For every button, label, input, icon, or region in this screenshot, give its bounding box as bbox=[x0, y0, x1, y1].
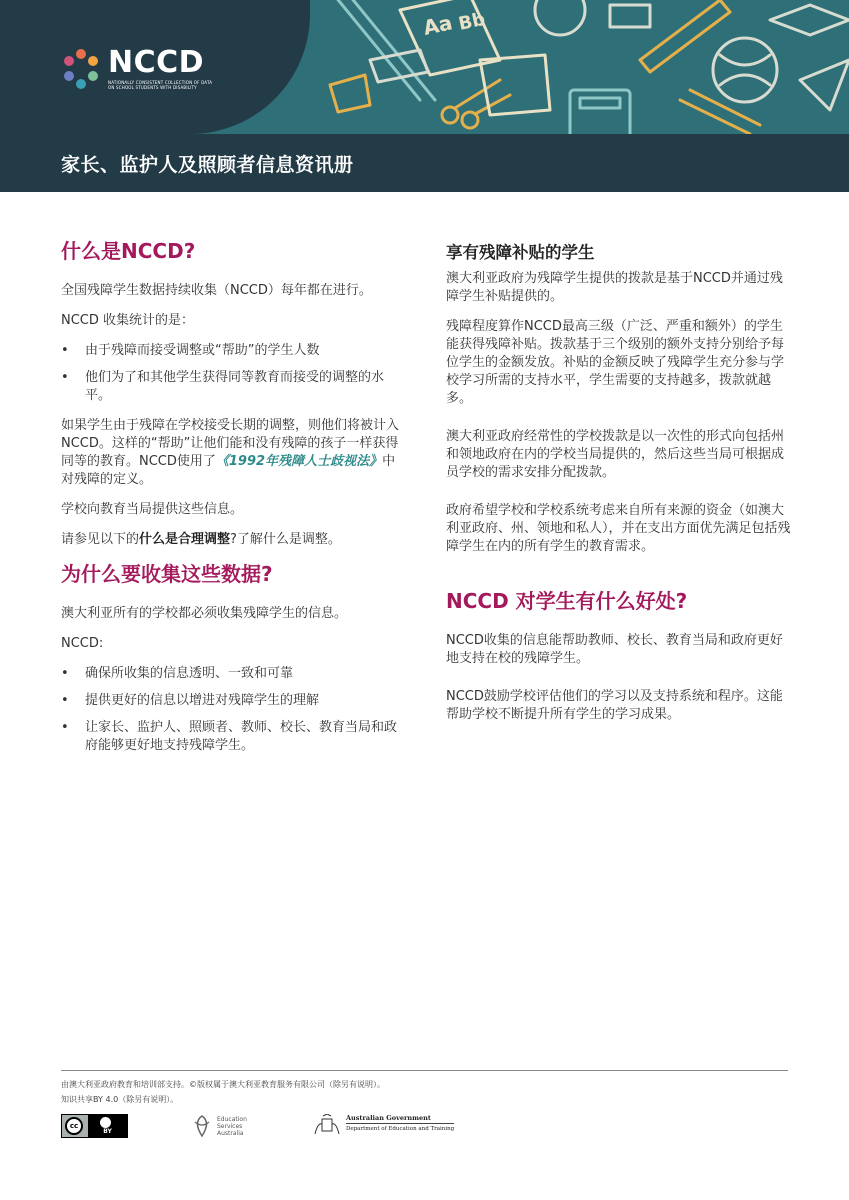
creative-commons-badge[interactable] bbox=[61, 1114, 128, 1138]
page-title: 家长、监护人及照顾者信息资讯册 bbox=[61, 154, 354, 176]
cc-by-label: BY bbox=[103, 1128, 112, 1135]
section-heading-disability-loading: 享有残障补贴的学生 bbox=[446, 243, 595, 262]
cc-by-panel bbox=[88, 1115, 127, 1137]
paragraph: NCCD收集的信息能帮助教师、校长、教育当局和政府更好地支持在校的残障学生。 bbox=[446, 633, 783, 666]
paragraph: 澳大利亚政府经常性的学校拨款是以一次性的形式向包括州和领地政府在内的学校当局提供的，然后这些当局可根据成员学校的需求安排分配拨款。 bbox=[446, 429, 785, 480]
footer-divider bbox=[61, 1070, 788, 1071]
paragraph: 澳大利亚所有的学校都必须收集残障学生的信息。 bbox=[61, 606, 348, 621]
attribution-person-icon bbox=[100, 1117, 111, 1128]
nccd-logo-mark-icon bbox=[60, 48, 102, 90]
paragraph: 政府希望学校和学校系统考虑来自所有来源的资金（如澳大利亚政府、州、领地和私人），并在支出方面优先满足包括残障学生在内的所有学生的教育需求。 bbox=[446, 503, 791, 554]
svg-text:Bb: Bb bbox=[456, 8, 488, 35]
paragraph: 澳大利亚政府为残障学生提供的拨款是基于NCCD并通过残障学生补贴提供的。 bbox=[446, 271, 783, 304]
list-item: • 由于残障而接受调整或“帮助”的学生人数 bbox=[61, 342, 401, 360]
reasonable-adjustment-ref: 什么是合理调整 bbox=[139, 532, 231, 547]
section-heading-what-is-nccd: 什么是NCCD? bbox=[61, 239, 196, 263]
australian-government-logo[interactable] bbox=[312, 1114, 454, 1138]
right-column bbox=[446, 238, 791, 736]
left-column bbox=[61, 238, 401, 767]
list-item: • 确保所收集的信息透明、一致和可靠 bbox=[61, 665, 401, 683]
logo-tagline: NATIONALLY CONSISTENT COLLECTION OF DATA ON SCHOOL STUDENTS WITH DISABILITY bbox=[108, 80, 213, 90]
title-bar bbox=[0, 134, 849, 192]
header-banner bbox=[0, 0, 849, 134]
esa-logo[interactable] bbox=[191, 1114, 257, 1138]
esa-leaf-icon bbox=[191, 1114, 213, 1138]
text-run: 请参见以下的 bbox=[61, 532, 140, 547]
logo-wordmark: NCCD bbox=[108, 45, 205, 80]
paragraph: NCCD: bbox=[61, 636, 104, 651]
list-item: • 提供更好的信息以增进对残障学生的理解 bbox=[61, 692, 401, 710]
list-item: • 让家长、监护人、照顾者、教师、校长、教育当局和政府能够更好地支持残障学生。 bbox=[61, 719, 401, 755]
svg-text:Aa: Aa bbox=[421, 10, 455, 40]
copyright-line: 由澳大利亚政府教育和培训部支持。©版权属于澳大利亚教育服务有限公司（除另有说明）。 bbox=[61, 1080, 385, 1089]
coat-of-arms-icon bbox=[312, 1114, 342, 1138]
paragraph: 全国残障学生数据持续收集（NCCD）每年都在进行。 bbox=[61, 283, 372, 298]
license-line: 知识共享BY 4.0（除另有说明）。 bbox=[61, 1095, 179, 1104]
cc-icon: cc bbox=[65, 1117, 83, 1135]
paragraph-reasonable-adjustment bbox=[61, 531, 401, 549]
nccd-logo[interactable] bbox=[60, 45, 218, 90]
esa-text: Education Services Australia bbox=[217, 1115, 247, 1137]
section-heading-why-collect: 为什么要收集这些数据? bbox=[61, 562, 273, 586]
bullet-list bbox=[61, 342, 401, 405]
dda-act-link[interactable]: 《1992年残障人士歧视法》 bbox=[215, 454, 383, 469]
paragraph: 学校向教育当局提供这些信息。 bbox=[61, 502, 244, 517]
paragraph: NCCD 收集统计的是： bbox=[61, 313, 195, 328]
gov-name: Australian Government bbox=[346, 1114, 431, 1122]
footer-logos bbox=[61, 1114, 788, 1140]
section-heading-benefits: NCCD 对学生有什么好处? bbox=[446, 589, 688, 613]
bullet-list bbox=[61, 665, 401, 755]
paragraph-dda bbox=[61, 417, 401, 489]
paragraph: 残障程度算作NCCD最高三级（广泛、严重和额外）的学生能获得残障补贴。拨款基于三个级别的额外支持分别给予每位学生的金额发放。补贴的金额反映了残障学生充分参与学校学习所需的支持水平，学生需要的支持越多，拨款就越多。 bbox=[446, 319, 785, 406]
paragraph: NCCD鼓励学校评估他们的学习以及支持系统和程序。这能帮助学校不断提升所有学生的学习成果。 bbox=[446, 689, 783, 722]
footer-text bbox=[61, 1077, 788, 1107]
gov-department: Department of Education and Training bbox=[346, 1123, 454, 1133]
text-run: ?了解什么是调整。 bbox=[230, 532, 341, 547]
text-run: 如果学生由于残障在学校接受长期的调整，则他们将被计入NCCD。这样的“帮助”让他们能和没有残障的孩子一样获得同等的教育。NCCD使用了 bbox=[61, 418, 400, 469]
text-run: 中对残障的定义。 bbox=[61, 454, 396, 487]
list-item: • 他们为了和其他学生获得同等教育而接受的调整的水平。 bbox=[61, 369, 401, 405]
